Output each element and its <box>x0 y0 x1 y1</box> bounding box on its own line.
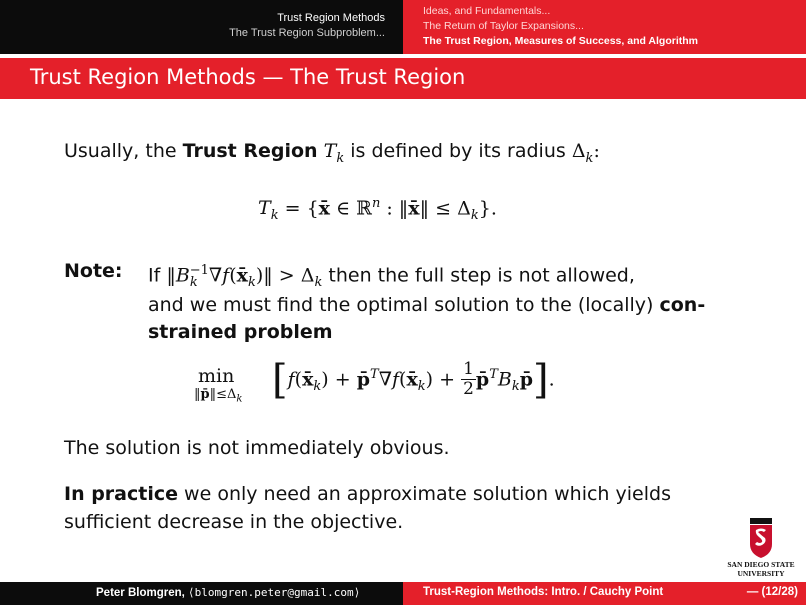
footer-author: Peter Blomgren, ⟨blomgren.peter@gmail.com⟩ <box>96 586 361 599</box>
university-logo <box>726 518 796 580</box>
min-operator: min <box>198 365 235 387</box>
text-usually: Usually, the <box>64 140 183 162</box>
note-line-3: strained problem <box>148 321 333 343</box>
trust-region-equation: $T_k$ = {x̄ ∈ ℝ$^n$ : ‖x̄‖ ≤ $\Delta_k$}. <box>258 196 497 224</box>
slide-title-bar <box>0 58 806 99</box>
solution-line: The solution is not immediately obvious. <box>64 437 450 459</box>
definition-line <box>64 139 600 171</box>
header-bar <box>0 0 806 54</box>
term-trust-region: Trust Region <box>182 140 318 162</box>
header-nav-panel <box>403 0 806 54</box>
header-subsection[interactable]: The Trust Region Subproblem... <box>229 27 385 39</box>
nav-item-ideas[interactable]: Ideas, and Fundamentals... <box>423 5 551 17</box>
min-constraint: $‖p̄‖\le\Delta_k$ <box>194 387 243 405</box>
logo-text-university: UNIVERSITY <box>737 569 785 578</box>
footer-email: ⟨blomgren.peter@gmail.com⟩ <box>188 586 361 599</box>
math-delta-k: $\Delta_k$: <box>571 140 600 166</box>
footer-author-panel <box>0 582 403 605</box>
nav-item-taylor[interactable]: The Return of Taylor Expansions... <box>423 20 584 32</box>
footer-bar <box>0 582 806 605</box>
sdsu-shield-icon <box>748 518 774 558</box>
footer-title: Trust-Region Methods: Intro. / Cauchy Point <box>423 586 664 598</box>
min-objective: [$f(x̄_k)$ + $p̄^T\nabla f(x̄_k)$ + $\frac{1}{2}$ $p̄^TB_kp̄$]. <box>272 356 555 403</box>
text-defined: is defined by its radius <box>344 140 572 162</box>
practice-line-1: In practice we only need an approximate solution which yields <box>64 483 671 505</box>
math-tk: $T_k$ <box>323 140 345 166</box>
practice-line-2: sufficient decrease in the objective. <box>64 511 404 533</box>
header-section[interactable]: Trust Region Methods <box>277 12 385 24</box>
footer-page-number: — (12/28) <box>746 586 798 598</box>
note-line-1: If $‖B_k^{-1}\nabla f(x̄_k)‖ > \Delta_k$ then the full step is not allowed, <box>148 263 635 291</box>
slide-title: Trust Region Methods — The Trust Region <box>30 65 466 89</box>
footer-title-panel <box>403 582 806 605</box>
logo-text-sdsu: SAN DIEGO STATE <box>727 560 795 569</box>
header-section-panel <box>0 0 403 54</box>
nav-item-trust-region-current[interactable]: The Trust Region, Measures of Success, and Algorithm <box>423 35 698 47</box>
note-label: Note: <box>64 260 123 282</box>
note-line-2: and we must find the optimal solution to the (locally) con- <box>148 294 706 316</box>
